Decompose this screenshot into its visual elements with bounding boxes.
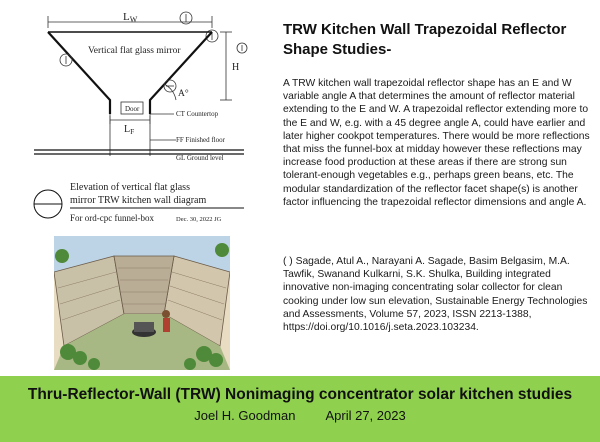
- caption-date: Dec. 30, 2022 JG: [176, 216, 222, 223]
- kitchen-sketch: [54, 236, 230, 370]
- footer-title: Thru-Reflector-Wall (TRW) Nonimaging concentrator solar kitchen studies: [27, 386, 573, 403]
- kitchen-sketch-image: [54, 236, 230, 370]
- ff-label: FF Finished floor: [176, 136, 226, 144]
- trw-wall-diagram: [26, 8, 250, 233]
- left-mirror-edge: [48, 32, 110, 114]
- caption-line-3: For ord-cpc funnel-box: [70, 213, 154, 223]
- footer-date: April 27, 2023: [325, 408, 406, 423]
- h-label: H: [232, 62, 240, 73]
- caption-line-2: mirror TRW kitchen wall diagram: [70, 195, 207, 206]
- mirror-label: Vertical flat glass mirror: [88, 46, 181, 56]
- right-mirror-edge: [150, 32, 212, 114]
- page-title: TRW Kitchen Wall Trapezoidal Reflector Shape Studies-: [283, 21, 567, 58]
- elevation-diagram: [26, 8, 250, 233]
- footer-banner: [0, 376, 600, 442]
- footer-byline: [0, 408, 600, 423]
- angle-label: A°: [178, 89, 189, 99]
- gl-label: GL Ground level: [176, 154, 224, 162]
- lw-label: LW: [123, 11, 138, 24]
- body-paragraph: A TRW kitchen wall trapezoidal reflector shape has an E and W variable angle A that determines the amount of reflector material extending to the E and W. A trapezoidal reflector extending more to the E and W, e.g. with a 45 degree angle A, could have earlier and later higher cookpot temperatures. There would be more reflections that miss the funnel-box at midday however these reflections may increase food production at these areas if there are strong sun tolerant-enough vegetables e.g., perhaps green beans, etc. The modular standardization of the reflector facet shape(s) is another factor influencing the trapezoidal reflector dimensions and angle A.: [283, 78, 590, 208]
- lf-label: $L_F$: [124, 124, 135, 136]
- footer-author: Joel H. Goodman: [194, 408, 296, 423]
- reference-citation: ( ) Sagade, Atul A., Narayani A. Sagade, Basim Belgasim, M.A. Tawfik, Swanand Kulkarni, S.K. Shulka, Building integrated innovative non-imaging concentrating solar collector for clean cooking under low sun elevation, Sustainable Energy Technologies and Assessments, Volume 57, 2023, ISSN 2213-1388, https://doi.org/10.1016/j.seta.2023.103234.: [283, 256, 588, 334]
- caption-line-1: Elevation of vertical flat glass: [70, 182, 190, 193]
- door-label: Door: [125, 105, 140, 113]
- ct-label: CT Countertop: [176, 110, 219, 118]
